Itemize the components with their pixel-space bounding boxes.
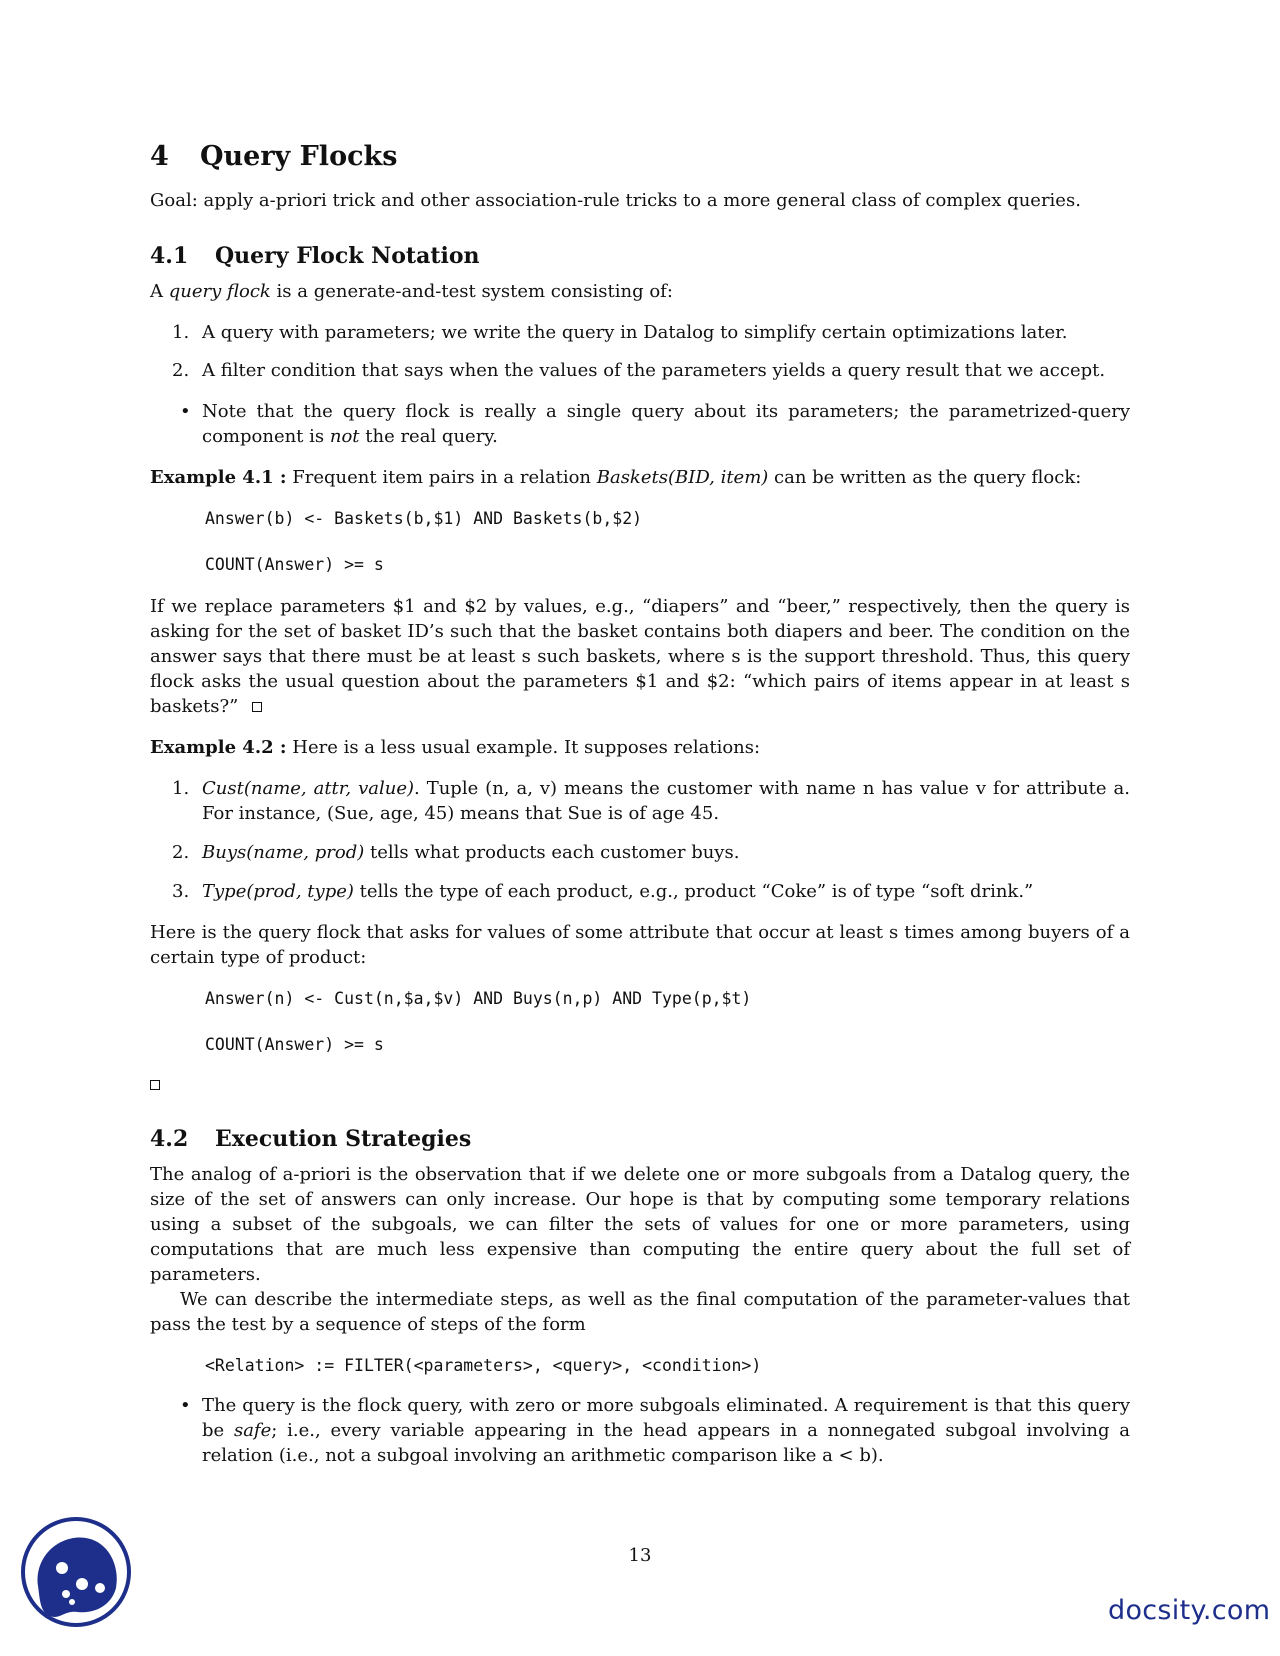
section-title: Query Flocks	[200, 141, 398, 172]
list-item	[150, 358, 1130, 383]
intro-prefix: A	[150, 281, 169, 302]
list-marker: 3.	[172, 881, 190, 902]
list-marker: 2.	[172, 360, 190, 381]
example-label: Example 4.2 :	[150, 737, 287, 758]
list-item-text: A filter condition that says when the values of the parameters yields a query result that we accept.	[202, 360, 1106, 381]
intro-term: query flock	[168, 281, 271, 302]
note-text: Note that the query flock is really a single query about its parameters; the parametrized-query component is	[202, 401, 1130, 447]
list-item	[150, 399, 1130, 449]
example-text: Here is a less usual example. It supposes relations:	[286, 737, 761, 758]
page-number: 13	[628, 1545, 652, 1566]
requirements-list	[150, 1393, 1130, 1468]
section-heading	[150, 140, 1130, 174]
subsection-title: Query Flock Notation	[215, 243, 480, 269]
list-marker: 2.	[172, 842, 190, 863]
note-emphasis: safe	[233, 1420, 272, 1441]
qed-row	[150, 1074, 1130, 1100]
example-4-2-paragraph: Here is the query flock that asks for values of some attribute that occur at least s times among buyers of a certain type of product:	[150, 922, 1130, 968]
relation-args: (name, prod)	[246, 842, 365, 863]
docsity-brand-link[interactable]: docsity.com	[1108, 1595, 1271, 1626]
list-item-text: tells the type of each product, e.g., product “Coke” is of type “soft drink.”	[353, 881, 1034, 902]
list-item	[150, 320, 1130, 345]
example-text: Frequent item pairs in a relation	[286, 467, 597, 488]
note-text-end: ; i.e., every variable appearing in the head appears in a nonnegated subgoal involving a relation (i.e., not a subgoal involving an arithmetic comparison like a < b).	[202, 1420, 1130, 1466]
code-line: Answer(b) <- Baskets(b,$1) AND Baskets(b,$2)	[205, 509, 643, 528]
relation-args: (prod, type)	[246, 881, 354, 902]
intro-suffix: is a generate-and-test system consisting of:	[270, 281, 673, 302]
subsection-number: 4.1	[150, 243, 189, 269]
note-text: The query is the flock query, with zero or more subgoals eliminated. A requirement is that this query be	[202, 1395, 1130, 1441]
list-item	[150, 840, 1130, 865]
note-text-end: the real query.	[359, 426, 498, 447]
list-item-text: tells what products each customer buys.	[364, 842, 740, 863]
note-list	[150, 399, 1130, 449]
subsection-number: 4.2	[150, 1126, 189, 1152]
relations-list	[150, 776, 1130, 904]
relation-args: (BID, item)	[667, 467, 769, 488]
list-item	[150, 1393, 1130, 1468]
goal-paragraph: Goal: apply a-priori trick and other association-rule tricks to a more general class of complex queries.	[150, 190, 1081, 211]
example-4-1-paragraph	[150, 594, 1130, 719]
subsection-title: Execution Strategies	[215, 1126, 472, 1152]
subsection-heading-4-1	[150, 241, 1130, 271]
section-number: 4	[150, 141, 169, 172]
example-label: Example 4.1 :	[150, 467, 287, 488]
bullet-marker: •	[180, 401, 191, 422]
intro-paragraph	[150, 279, 1130, 304]
paragraph-text: If we replace parameters $1 and $2 by values, e.g., “diapers” and “beer,” respectively, then the query is asking for the set of basket ID’s such that the basket contains both diapers and beer. The condition on the answer says that there must be at least s such baskets, where s is the support threshold. Thus, this query flock asks the usual question about the parameters $1 and $2: “which pairs of items appear in at least s baskets?”	[150, 596, 1130, 717]
code-line: COUNT(Answer) >= s	[205, 1035, 384, 1054]
relation-name: Type	[202, 881, 247, 902]
list-marker: 1.	[172, 778, 190, 799]
docsity-logo-icon[interactable]	[20, 1516, 132, 1628]
list-marker: 1.	[172, 322, 190, 343]
subsection-heading-4-2	[150, 1124, 1130, 1154]
note-emphasis: not	[329, 426, 360, 447]
bullet-marker: •	[180, 1395, 191, 1416]
qed-square-icon	[252, 702, 262, 712]
relation-name: Buys	[202, 842, 247, 863]
document-page	[150, 140, 1130, 1468]
relation-args: (name, attr, value)	[243, 778, 415, 799]
flock-parts-list	[150, 320, 1130, 383]
example-text-end: can be written as the query flock:	[768, 467, 1082, 488]
list-item	[150, 879, 1130, 904]
list-item-text: . Tuple (n, a, v) means the customer with name n has value v for attribute a. For instance, (Sue, age, 45) means that Sue is of age 45.	[202, 778, 1130, 824]
relation-name: Cust	[202, 778, 244, 799]
code-line: Answer(n) <- Cust(n,$a,$v) AND Buys(n,p) AND Type(p,$t)	[205, 989, 752, 1008]
qed-square-icon	[150, 1080, 160, 1090]
code-line: <Relation> := FILTER(<parameters>, <query>, <condition>)	[205, 1356, 762, 1375]
list-item-text: A query with parameters; we write the query in Datalog to simplify certain optimizations later.	[202, 322, 1068, 343]
relation-name: Baskets	[596, 467, 668, 488]
strategies-paragraph: The analog of a-priori is the observation that if we delete one or more subgoals from a Datalog query, the size of the set of answers can only increase. Our hope is that by computing some temporary relations using a subset of the subgoals, we can filter the sets of values for one or more parameters, using computations that are much less expensive than computing the entire query about the full set of parameters.	[150, 1164, 1130, 1285]
code-line: COUNT(Answer) >= s	[205, 555, 384, 574]
example-4-2-intro	[150, 735, 1130, 760]
list-item	[150, 776, 1130, 826]
steps-paragraph: We can describe the intermediate steps, as well as the final computation of the parameter-values that pass the test by a sequence of steps of the form	[150, 1289, 1130, 1335]
example-4-1-intro	[150, 465, 1130, 490]
